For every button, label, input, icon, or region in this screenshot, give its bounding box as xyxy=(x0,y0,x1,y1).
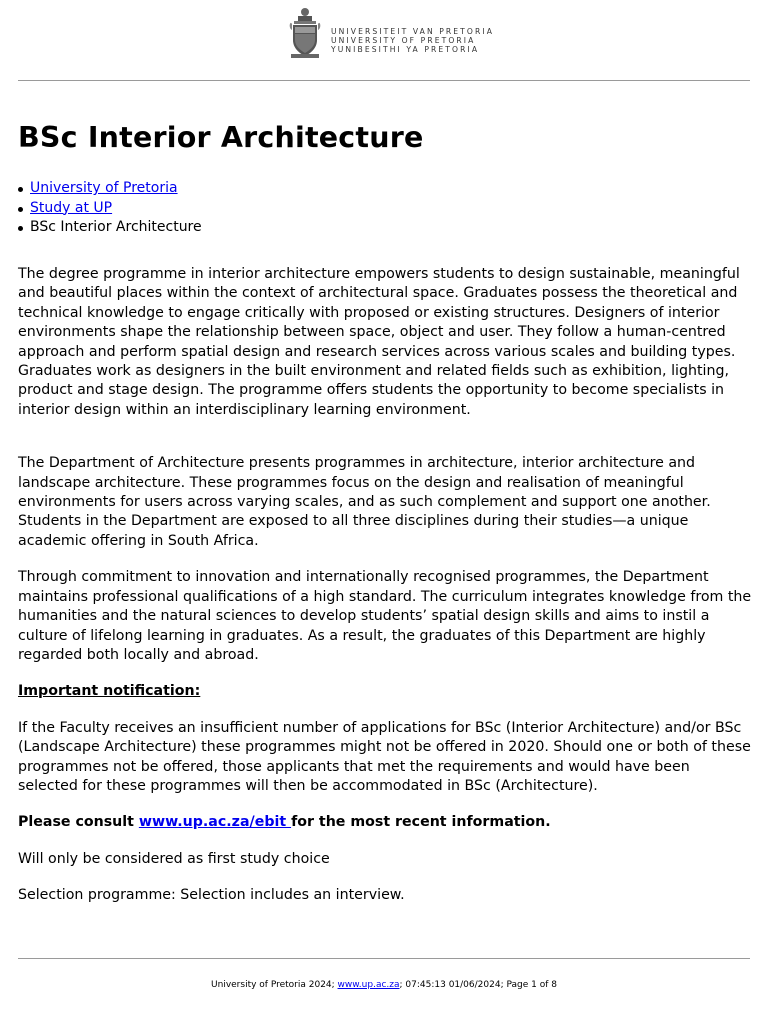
consult-line xyxy=(18,813,754,832)
page-title: BSc Interior Architecture xyxy=(18,121,424,154)
university-names xyxy=(331,27,494,55)
footer-suffix: ; 07:45:13 01/06/2024; Page 1 of 8 xyxy=(399,980,557,990)
breadcrumb-link-study[interactable]: Study at UP xyxy=(30,199,113,216)
breadcrumb-current: BSc Interior Architecture xyxy=(30,219,202,236)
first-choice-note: Will only be considered as first study choice xyxy=(18,850,330,867)
department-paragraph: The Department of Architecture presents programmes in architecture, interior architecture and landscape architecture. These programmes focus on the design and realisation of meaningful environments for users across varying scales, and as such complement and support one another. Students in the Department are exposed to all three disciplines during their studies—a unique academic offering in South Africa. xyxy=(18,455,711,549)
intro-paragraph: The degree programme in interior architecture empowers students to design sustainable, meaningful and beautiful places within the context of architectural space. Graduates possess the theoretical and technical knowledge to engage critically with proposed or existing structures. Designers of interior environments shape the relationship between space, object and user. They follow a human-centred approach and perform spatial design and research services across various scales and building types. Graduates work as designers in the built environment and related fields such as exhibition, lighting, product and stage design. The programme offers students the opportunity to become specialists in interior design within an interdisciplinary learning environment. xyxy=(18,266,740,418)
footer-link[interactable]: www.up.ac.za xyxy=(337,980,400,990)
footer-prefix: University of Pretoria 2024; xyxy=(211,980,338,990)
breadcrumb xyxy=(18,179,202,238)
breadcrumb-item xyxy=(18,179,202,199)
university-name-afrikaans: UNIVERSITEIT VAN PRETORIA xyxy=(331,27,495,36)
header-divider xyxy=(18,80,750,81)
university-name-sepedi: YUNIBESITHI YA PRETORIA xyxy=(331,45,480,55)
consult-suffix: for the most recent information. xyxy=(291,814,551,831)
page-header xyxy=(0,0,768,80)
university-name-english: UNIVERSITY OF PRETORIA xyxy=(331,36,476,46)
notification-paragraph: If the Faculty receives an insufficient number of applications for BSc (Interior Architecture) and/or BSc (Landscape Architecture) these programmes might not be offered in 2020. Should one or both of these programmes not be offered, those applicants that met the requirements and would have been selected for these programmes will then be accommodated in BSc (Architecture). xyxy=(18,719,751,794)
notification-heading: Important notification: xyxy=(18,683,201,700)
commitment-paragraph: Through commitment to innovation and internationally recognised programmes, the Department maintains professional qualifications of a high standard. The curriculum integrates knowledge from the humanities and the natural sciences to develop students’ spatial design skills and aims to instil a culture of lifelong learning in graduates. As a result, the graduates of this Department are highly regarded both locally and abroad. xyxy=(18,569,752,663)
selection-note: Selection programme: Selection includes an interview. xyxy=(18,887,405,904)
university-crest-icon xyxy=(286,6,324,60)
main-content xyxy=(18,265,754,906)
breadcrumb-item xyxy=(18,218,202,238)
breadcrumb-link-university[interactable]: University of Pretoria xyxy=(30,180,178,196)
page-footer xyxy=(0,980,768,990)
breadcrumb-item xyxy=(18,199,202,219)
ebit-link[interactable]: www.up.ac.za/ebit xyxy=(138,814,292,831)
footer-divider xyxy=(18,958,750,959)
consult-prefix: Please consult xyxy=(18,814,139,831)
